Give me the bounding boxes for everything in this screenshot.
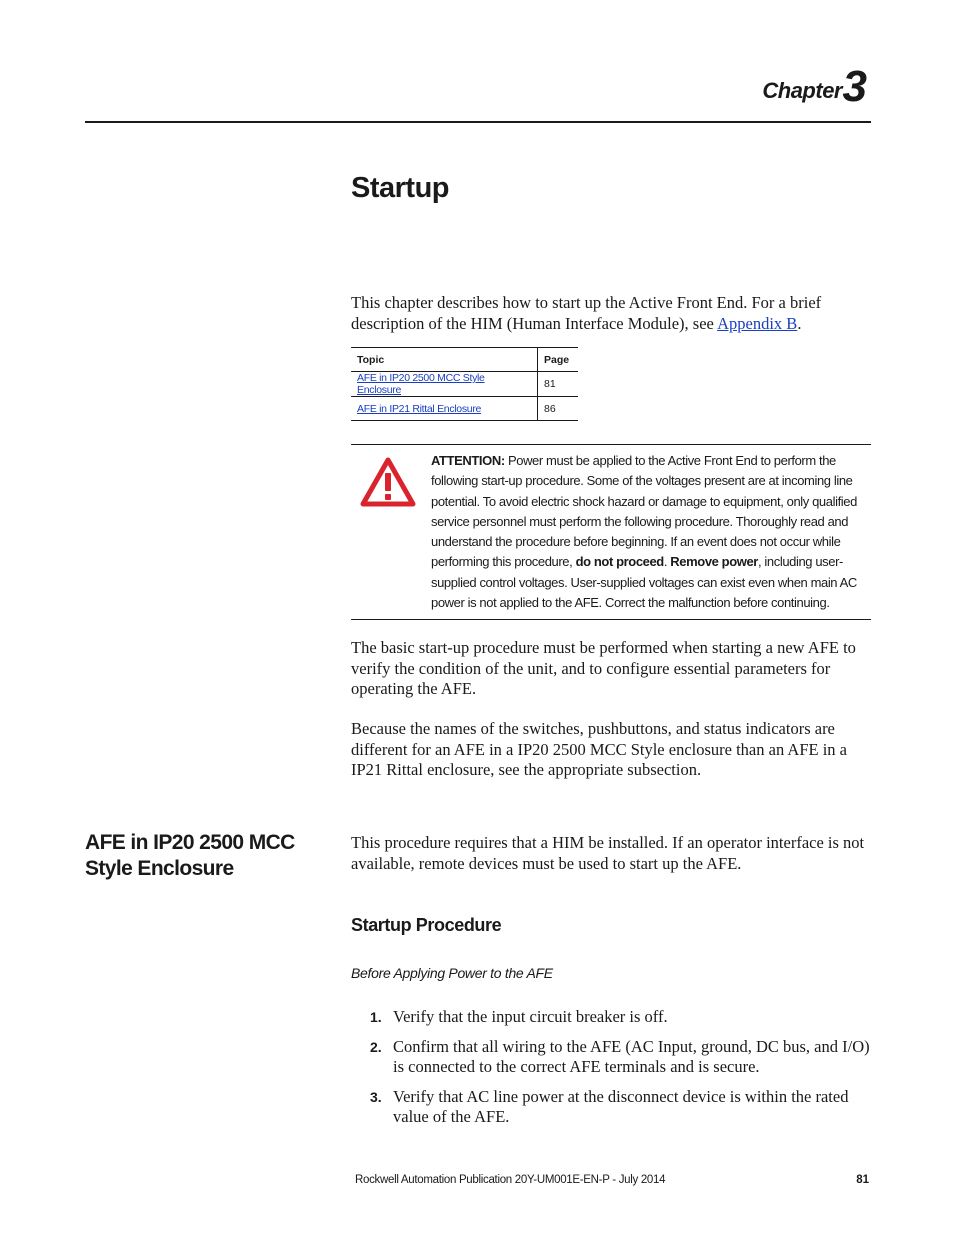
paragraph-basic-startup: The basic start-up procedure must be performed when starting a new AFE to verify the condition of the unit, and to configure essential parameters for operating the AFE.: [351, 638, 856, 698]
topic-column-header: Topic: [351, 348, 538, 372]
table-header-row: [351, 348, 578, 372]
intro-text: This chapter describes how to start up the Active Front End. For a brief description of the HIM (Human Interface Module), see: [351, 293, 822, 333]
attention-body: Power must be applied to the Active Front End to perform the following start-up procedure. Some of the voltages present are at incoming line potential. To avoid electric shock hazard or damage to equipment, only qualified service personnel must perform the following procedure. Thoroughly read and understand the procedure before beginning. If an event does not occur while performing this procedure,: [431, 453, 857, 570]
paragraph-him-required: This procedure requires that a HIM be installed. If an operator interface is not available, remote devices must be used to start up the AFE.: [351, 833, 865, 873]
attention-bottom-rule: [351, 619, 871, 620]
warning-triangle-icon: [360, 457, 416, 507]
footer-publication: Rockwell Automation Publication 20Y-UM001E-EN-P - July 2014: [355, 1174, 666, 1186]
attention-text: [431, 451, 871, 613]
chapter-label: Chapter: [762, 78, 842, 103]
step-text: Verify that AC line power at the disconnect device is within the rated value of the AFE.: [393, 1087, 849, 1126]
attention-bold-2: Remove power: [670, 554, 758, 570]
topic-link[interactable]: AFE in IP21 Rittal Enclosure: [357, 402, 482, 415]
chapter-number: 3: [842, 62, 867, 111]
step-text: Confirm that all wiring to the AFE (AC Input, ground, DC bus, and I/O) is connected to the correct AFE terminals and is secure.: [393, 1037, 870, 1076]
appendix-b-link[interactable]: Appendix B: [717, 313, 798, 333]
topic-cell: [351, 372, 538, 397]
page-column-header: Page: [538, 348, 579, 372]
page-title: Startup: [351, 172, 449, 204]
header-rule: [85, 121, 871, 123]
step-number: 1.: [370, 1009, 382, 1025]
sub-heading: Startup Procedure: [351, 915, 502, 935]
attention-body-2: , including user-supplied control voltages. User-supplied voltages can exist even when main AC power is not applied to the AFE. Correct the malfunction before continuing.: [431, 554, 857, 611]
footer-page-number: 81: [856, 1174, 869, 1186]
attention-bold-1: do not proceed: [575, 554, 664, 570]
table-row: [351, 397, 578, 421]
paragraph-names-differ: Because the names of the switches, pushbuttons, and status indicators are different for an AFE in a IP20 2500 MCC Style enclosure than an AFE in a IP21 Rittal enclosure, see the appropriate subsection.: [351, 719, 847, 779]
step-text: Verify that the input circuit breaker is off.: [393, 1007, 668, 1026]
topic-cell: [351, 397, 538, 421]
page-cell: 86: [538, 397, 579, 421]
step-number: 2.: [370, 1039, 382, 1055]
table-row: [351, 372, 578, 397]
attention-sep: .: [663, 554, 671, 570]
topics-table: [351, 347, 578, 421]
attention-label: ATTENTION:: [431, 453, 505, 468]
section-heading: AFE in IP20 2500 MCC Style Enclosure: [85, 831, 295, 880]
sub-sub-heading: Before Applying Power to the AFE: [351, 965, 553, 981]
page-cell: 81: [538, 372, 579, 397]
attention-top-rule: [351, 444, 871, 445]
intro-paragraph: [351, 293, 871, 334]
intro-text-end: .: [797, 313, 802, 333]
step-number: 3.: [370, 1089, 382, 1105]
topic-link[interactable]: AFE in IP20 2500 MCC Style Enclosure: [357, 372, 485, 396]
